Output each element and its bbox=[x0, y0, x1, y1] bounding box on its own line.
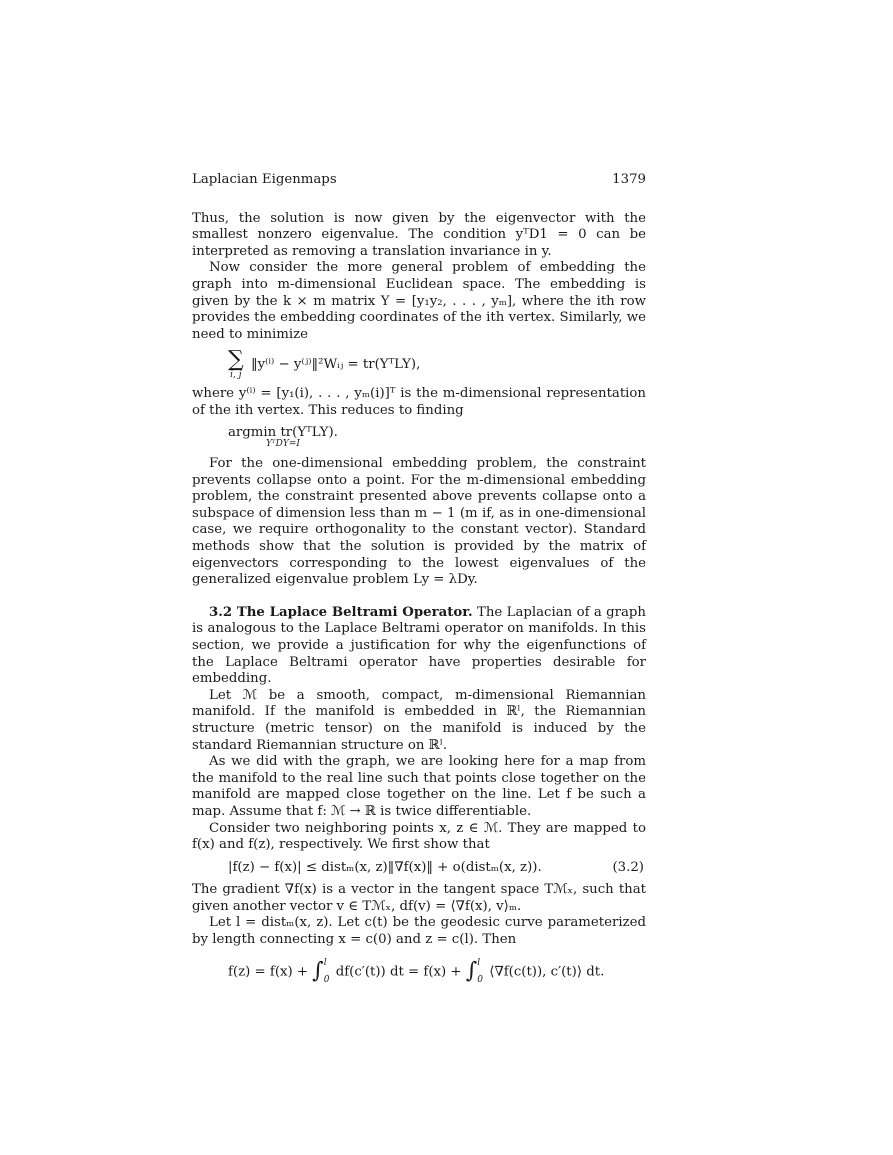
integral-1-lower: 0 bbox=[323, 975, 330, 986]
running-title: Laplacian Eigenmaps bbox=[192, 172, 337, 187]
integral-mid: df(c′(t)) dt = f(x) + bbox=[335, 964, 462, 980]
integral-lhs: f(z) = f(x) + bbox=[228, 964, 309, 980]
sum-operator: ∑ i, j bbox=[228, 347, 244, 381]
equation-3-2 bbox=[228, 860, 646, 877]
paragraph-5: Let ℳ be a smooth, compact, m-dimensional Riemannian manifold. If the manifold is embedded in ℝˡ, the Riemannian structure (metric tensor) on the manifold is induced by the standard Riemannian structure on ℝˡ. bbox=[192, 687, 646, 753]
paragraph-6: As we did with the graph, we are looking here for a map from the manifold to the real line such that points close together on the manifold are mapped close together on the line. Let f be such a map. Assume that f: ℳ → ℝ is twice differentiable. bbox=[192, 754, 646, 819]
argmin-expression: argmin tr(YᵀLY). bbox=[228, 424, 338, 440]
paragraph-4: For the one-dimensional embedding problem, the constraint prevents collapse onto a point. For the m-dimensional embedding problem, the constraint presented above prevents collapse onto a subspace of dimension less than m − 1 (m if, as in one-dimensional case, we require orthogonality to the constant vector). Standard methods show that the solution is provided by the matrix of eigenvectors corresponding to the lowest eigenvalues of the generalized eigenvalue problem Ly = λDy. bbox=[192, 456, 646, 588]
paragraph-1: Thus, the solution is now given by the eigenvector with the smallest nonzero eigenvalue. The condition yᵀD1 = 0 can be interpreted as removing a translation invariance in y. bbox=[192, 210, 646, 259]
page-number: 1379 bbox=[612, 172, 646, 187]
equation-argmin bbox=[228, 426, 646, 451]
paper-page bbox=[192, 170, 646, 995]
integral-2-lower: 0 bbox=[477, 975, 484, 986]
sum-body: ‖y⁽ⁱ⁾ − y⁽ʲ⁾‖²Wᵢⱼ = tr(YᵀLY), bbox=[250, 357, 421, 373]
paragraph-7: Consider two neighboring points x, z ∈ ℳ. They are mapped to f(x) and f(z), respectively. We first show that bbox=[192, 820, 646, 853]
equation-sum bbox=[228, 349, 646, 380]
paragraph-8: The gradient ∇f(x) is a vector in the tangent space Tℳₓ, such that given another vector v ∈ Tℳₓ, df(v) = ⟨∇f(x), v⟩ₘ. bbox=[192, 882, 646, 914]
section-title: 3.2 The Laplace Beltrami Operator. bbox=[209, 604, 473, 620]
argmin-constraint: YᵀDY=I bbox=[265, 439, 300, 450]
sum-subscript: i, j bbox=[230, 370, 242, 381]
section-text: The Laplacian of a graph is analogous to the Laplace Beltrami operator on manifolds. In this section, we provide a justification for why the eigenfunctions of the Laplace Beltrami operator have properties desirable for embedding. bbox=[192, 604, 646, 687]
integral-1-upper: l bbox=[323, 957, 327, 968]
paragraph-3: where y⁽ⁱ⁾ = [y₁(i), . . . , yₘ(i)]ᵀ is the m-dimensional representation of the ith vertex. This reduces to finding bbox=[192, 386, 646, 418]
integral-sign-1: ∫ bbox=[312, 958, 324, 984]
running-header bbox=[192, 172, 646, 189]
integral-rhs: ⟨∇f(c(t)), c′(t)⟩ dt. bbox=[489, 964, 605, 980]
paragraph-9: Let l = distₘ(x, z). Let c(t) be the geodesic curve parameterized by length connecting x = c(0) and z = c(l). Then bbox=[192, 915, 646, 948]
equation-number: (3.2) bbox=[612, 859, 644, 875]
equation-3-2-body: |f(z) − f(x)| ≤ distₘ(x, z)‖∇f(x)‖ + o(distₘ(x, z)). bbox=[228, 859, 542, 875]
integral-sign-2: ∫ bbox=[465, 958, 478, 984]
paragraph-2: Now consider the more general problem of embedding the graph into m-dimensional Euclidean space. The embedding is given by the k × m matrix Y = [y₁y₂, . . . , yₘ], where the ith row provides the embedding coordinates of the ith vertex. Similarly, we need to minimize bbox=[192, 260, 646, 342]
section-3-2 bbox=[192, 605, 646, 688]
equation-integral bbox=[228, 955, 646, 989]
integral-2-upper: l bbox=[477, 957, 481, 968]
